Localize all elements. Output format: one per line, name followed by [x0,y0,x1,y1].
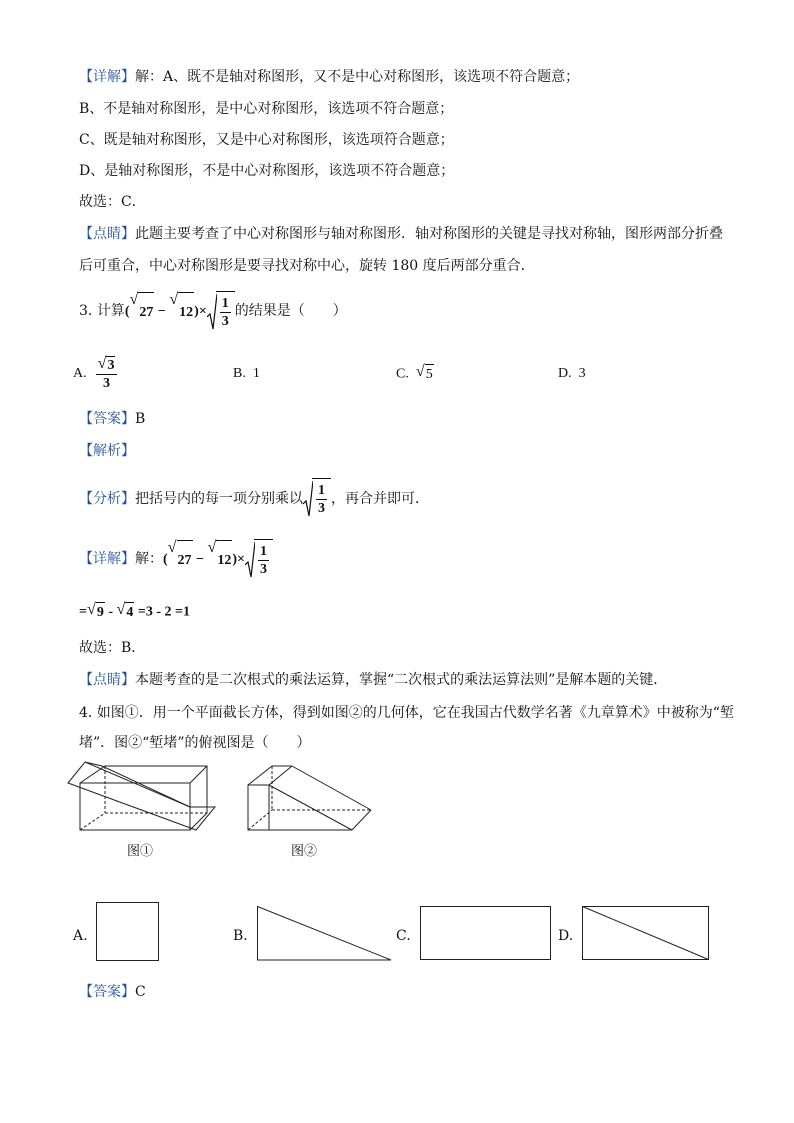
math-expression: ( √ 27 − √ 12 )× $\frac{1}{3}$ [125,304,235,319]
choose-line-3: 故选：B． [79,640,146,656]
detail-tag-3: 【详解】 [79,551,135,568]
comment-line-1 [79,224,723,244]
question-3-stem [79,291,347,333]
q4-option-d-label: D. [558,928,574,944]
option-a-radicand: 3 [107,357,115,373]
option-a-label: A. [73,366,87,381]
frac-den-2: 3 [318,501,325,517]
option-b [233,364,260,384]
sqrt-fraction-3 [245,539,273,581]
option-c-radicand: 5 [425,364,434,385]
analysis-line [79,478,429,520]
detail-line-b: B、不是轴对称图形，是中心对称图形，该选项不符合题意； [79,101,454,117]
answer-value: B [135,411,146,427]
question-suffix: 的结果是（ ） [234,303,347,320]
calc-step: = √ 9 - √ 4 =3 - 2 =1 [79,602,190,623]
sqrt-fraction-2 [303,478,331,520]
answer-value-4: C [135,984,146,1000]
q4-option-b-label: B. [233,928,248,944]
radicand-27-b: 27 [177,540,193,581]
frac-num: 1 [221,296,229,312]
comment-tag-3: 【点睛】 [79,672,135,688]
frac-den-3: 3 [259,562,267,578]
radicand-12: 12 [178,292,194,333]
sqrt-fraction [207,291,235,333]
frac-num-2: 1 [318,483,325,499]
answer-line-4 [79,982,146,1002]
radicand-9: 9 [96,602,105,623]
question-4-line-1: 4. 如图①．用一个平面截长方体，得到如图②的几何体，它在我国古代数学名著《九章算术》中被称为“堑 [79,705,734,721]
detail-line-d: D、是轴对称图形，不是中心对称图形，该选项不符合题意； [79,163,455,179]
comment-text-1: 此题主要考查了中心对称图形与轴对称图形．轴对称图形的关键是寻找对称轴，图形两部分折叠 [135,226,723,242]
option-d-label: D. [558,366,572,381]
answer-tag-4: 【答案】 [79,984,135,1000]
comment-line-2: 后可重合，中心对称图形是要寻找对称中心，旋转 180 度后两部分重合． [79,258,535,274]
q4-option-a-label: A. [73,928,88,944]
question-number: 3. [79,303,93,320]
answer-tag: 【答案】 [79,411,135,427]
fenxi-end: ，再合并即可． [331,491,429,507]
q4-option-d-rectangle-diagonal [582,906,710,962]
analysis-tag: 【解析】 [79,443,135,459]
option-d [558,364,586,384]
question-4-line-2: 堵”．图②“堑堵”的俯视图是（ ） [79,735,311,751]
fenxi-text: 把括号内的每一项分别乘以 [135,491,303,507]
detail-line-3: 【详解】解：( √ 27 − √ 12 )× $\frac{1}{3}$ [79,539,273,581]
frac-den: 3 [221,314,229,330]
figure-2-wedge [244,766,374,832]
minus: - [108,604,113,620]
detail-line-c: C、既是轴对称图形，又是中心对称图形，该选项符合题意； [79,132,454,148]
fenxi-tag: 【分析】 [79,491,135,507]
frac-num-3: 1 [259,544,267,560]
equals: = [79,604,87,620]
radicand-27: 27 [138,292,154,333]
detail-text-a: 解：A、既不是轴对称图形，又不是中心对称图形，该选项不符合题意； [135,69,580,85]
option-c-label: C. [396,366,409,382]
detail-text-3: 解： [135,551,163,568]
option-d-value: 3 [578,366,586,381]
option-b-value: 1 [252,366,260,381]
radicand-4: 4 [125,602,134,623]
answer-line-3 [79,409,145,429]
choose-line: 故选：C． [79,194,146,210]
figure-1-cuboid [68,762,218,834]
q4-option-b-triangle [257,906,393,962]
calc-rest: =3 - 2 =1 [137,604,190,620]
q4-option-a-square [96,902,160,962]
figure-2-caption: 图② [291,844,318,859]
figure-1-caption: 图① [127,844,154,859]
radicand-12-b: 12 [216,540,232,581]
option-b-label: B. [233,366,246,381]
q4-option-c-rectangle [420,906,552,962]
q4-option-c-label: C. [396,928,411,944]
comment-text-3: 本题考查的是二次根式的乘法运算，掌握“二次根式的乘法运算法则”是解本题的关键． [135,672,668,688]
detail-line-a [79,67,579,87]
detail-tag: 【详解】 [79,69,135,85]
option-c: C. √ 5 [396,364,434,385]
question-prefix: 计算 [96,303,125,320]
comment-line-3 [79,670,667,690]
comment-tag: 【点睛】 [79,226,135,242]
option-a-den: 3 [103,375,111,391]
option-a: A. √ 3 3 [73,354,119,394]
